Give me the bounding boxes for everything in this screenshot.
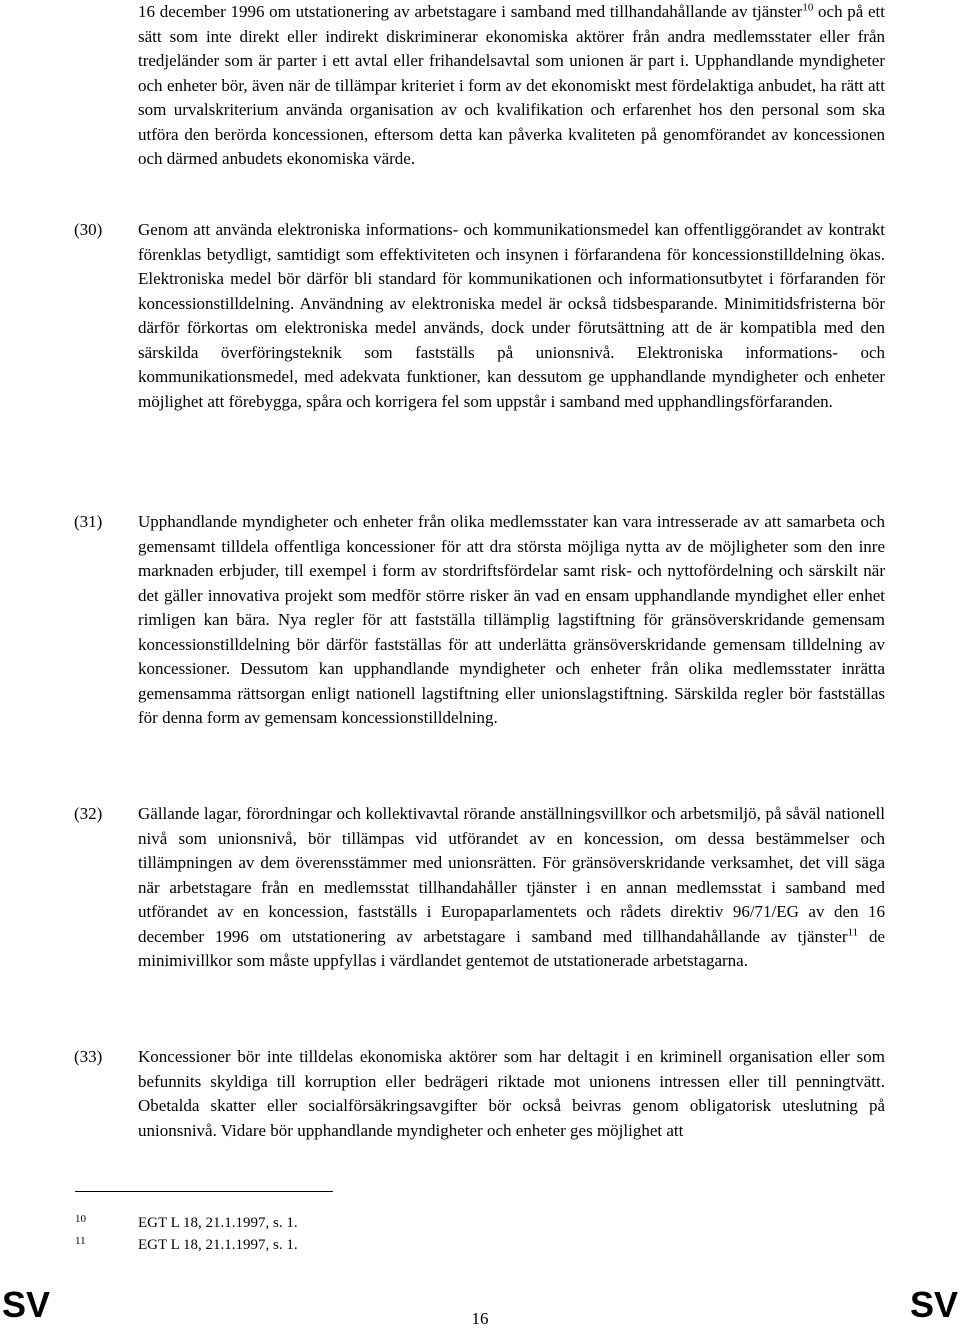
paragraph-number: (31) (74, 512, 103, 531)
paragraph-text: och på ett sätt som inte direkt eller indirekt diskriminerar ekonomiska aktörer från andra medlemsstater eller från tredjeländer som är parter i ett avtal eller frihandelsavtal som unionen är part i. Upphandlande myndigheter och enheter bör, även när de tillämpar kriteriet i form av det ekonomiskt mest fördelaktiga anbudet, ha rätt att som urvalskriterium använda organisation av och kvalifikation och erfarenhet hos den personal som ska utföra den berörda koncessionen, eftersom detta kan påverka kvaliteten på genomförandet av koncessionen och därmed anbudets ekonomiska värde. (138, 2, 885, 168)
footnote-reference[interactable]: 11 (847, 925, 859, 938)
paragraph-33: Koncessioner bör inte tilldelas ekonomiska aktörer som har deltagit i en kriminell organisation eller som befunnits skyldiga till korruption eller bedrägeri riktade mot unionens intressen eller till penningtvätt. Obetalda skatter eller socialförsäkringsavgifter bör också beivras genom obligatorisk uteslutning på unionsnivå. Vidare bör upphandlande myndigheter och enheter ges möjlighet att (138, 1047, 885, 1140)
paragraph-31: Upphandlande myndigheter och enheter från olika medlemsstater kan vara intresserade av att samarbeta och gemensamt tilldela offentliga koncessioner för att dra största möjliga nytta av de möjligheter som den inre marknaden erbjuder, till exempel i form av stordriftsfördelar samt risk- och nyttofördelning och särskilt när det gäller innovativa projekt som medför större risker än vad en ensam upphandlande myndighet eller enhet rimligen kan bära. Nya regler för att fastställa tillämplig lagstiftning för gränsöverskridande gemensam koncessionstilldelning bör därför fastställas för att underlätta gränsöverskridande gemensam tilldelning av koncessioner. Dessutom kan upphandlande myndigheter och enheter från olika medlemsstater inrätta gemensamma rättsorgan enligt nationell lagstiftning eller unionslagstiftning. Särskilda regler bör fastställas för denna form av gemensam koncessionstilldelning. (138, 512, 885, 727)
page-number: 16 (471, 1309, 489, 1328)
paragraph-text: de minimivillkor som måste uppfyllas i värdlandet gentemot de utstationerade arbetstagarna. (138, 926, 886, 970)
language-code-right: SV (909, 1284, 958, 1325)
paragraph-number: (33) (74, 1047, 103, 1066)
footnote-mark: 11 (75, 1235, 86, 1247)
language-code-left: SV (2, 1284, 51, 1325)
paragraph-32 (138, 802, 885, 974)
paragraph-number: (30) (74, 220, 103, 239)
footnote-separator (75, 1191, 333, 1192)
footnote-text: EGT L 18, 21.1.1997, s. 1. (138, 1237, 298, 1253)
paragraph-number: (32) (74, 804, 103, 823)
paragraph-text: 16 december 1996 om utstationering av arbetstagare i samband med tillhandahållande av tjänster (138, 2, 803, 21)
paragraph-continuation (138, 0, 885, 172)
footnote-text: EGT L 18, 21.1.1997, s. 1. (138, 1215, 298, 1231)
paragraph-30: Genom att använda elektroniska informations- och kommunikationsmedel kan offentliggörandet av kontrakt förenklas betydligt, samtidigt som effektiviteten och insynen i förfarandena för koncessionstilldelning ökas. Elektroniska medel bör därför bli standard för kommunikationen och informationsutbytet i förfaranden för koncessionstilldelning. Användning av elektroniska medel är också tidsbesparande. Minimitidsfristerna bör därför förkortas om elektroniska medel används, dock under förutsättning att de är kompatibla med den särskilda överföringsteknik som fastställs på unionsnivå. Elektroniska informations- och kommunikationsmedel, med adekvata funktioner, kan dessutom ge upphandlande myndigheter och enheter möjlighet att förebygga, spåra och korrigera fel som uppstår i samband med upphandlingsförfaranden. (138, 220, 885, 411)
paragraph-text: Gällande lagar, förordningar och kollektivavtal rörande anställningsvillkor och arbetsmiljö, på såväl nationell nivå som unionsnivå, bör tillämpas vid utförandet av en koncession, om dessa bestämmelser och tillämpningen av dem överensstämmer med unionsrätten. För gränsöverskridande verksamhet, det vill säga när arbetstagare från en medlemsstat tillhandahåller tjänster i en annan medlemsstat i samband med utförandet av en koncession, fastställs i Europaparlamentets och rådets direktiv 96/71/EG av den 16 december 1996 om utstationering av arbetstagare i samband med tillhandahållande av tjänster (138, 804, 885, 946)
footnote-mark: 10 (75, 1213, 86, 1225)
footnote-reference[interactable]: 10 (802, 1, 814, 14)
